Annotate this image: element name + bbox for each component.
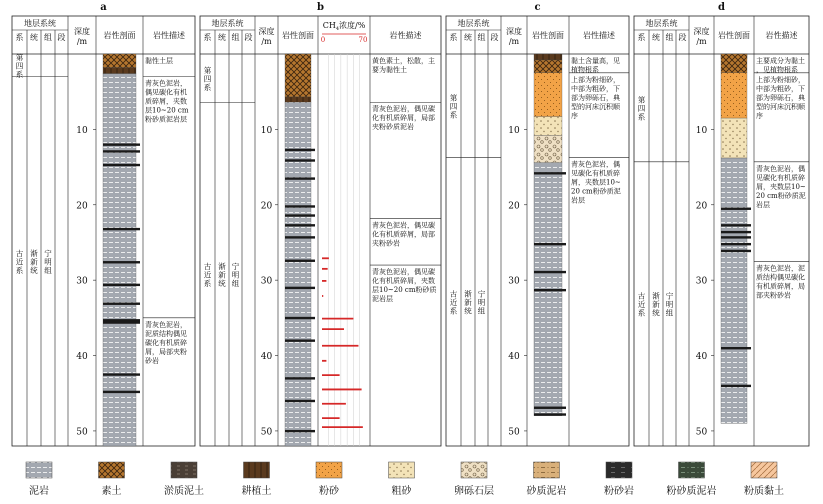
svg-text:岩层: 岩层 [756,200,770,209]
svg-text:系: 系 [203,278,212,288]
svg-text:宁: 宁 [231,261,240,271]
ch4-axis-min: 0 [320,36,326,44]
siltstone-interlayer [103,373,140,375]
siltstone-interlayer [285,224,315,226]
depth-label: 20 [260,201,273,212]
legend-item-3 [242,462,272,497]
lithology-description [571,56,620,74]
svg-text:层10~20 cm: 层10~20 cm [145,106,189,115]
svg-text:系: 系 [449,306,458,316]
siltstone-interlayer [534,407,566,409]
siltstone-interlayer [103,319,140,321]
svg-text:渐: 渐 [652,291,660,301]
strata-series [30,249,38,275]
header-system: 系 [449,33,458,42]
svg-text:组: 组 [231,278,240,288]
svg-text:古: 古 [203,261,212,271]
header-series: 统 [464,33,472,42]
header-description: 岩性描述 [583,31,615,40]
svg-text:质碎屑，夹数: 质碎屑，夹数 [145,97,187,106]
legend-label: 淤质泥土 [164,486,204,497]
header-system: 系 [203,33,212,42]
legend-item-8 [604,462,634,497]
header-depth: 深度 [258,27,275,36]
legend-item-1 [99,462,125,497]
svg-text:20 cm粉砂质泥: 20 cm粉砂质泥 [756,191,806,200]
svg-text:系: 系 [449,110,458,120]
header-section: 岩性剖面 [282,31,314,40]
lithology-layer [285,54,311,97]
svg-text:组: 组 [44,266,52,276]
lithology-description [372,104,435,131]
legend-label: 素土 [101,486,122,497]
svg-text:统: 统 [218,278,226,288]
header-strat-system: 地层系统 [645,19,678,28]
lithology-layer [534,54,562,60]
header-depth: 深度 [74,27,90,36]
header-depth-unit: /m [261,37,272,46]
depth-label: 30 [508,276,520,287]
strata-system [450,92,458,119]
svg-text:中部为粗砂，下: 中部为粗砂，下 [756,84,805,93]
siltstone-interlayer [103,164,140,166]
svg-text:明: 明 [665,300,674,310]
siltstone-interlayer [103,321,140,323]
header-system: 系 [15,33,24,42]
panel-label-b: b [317,2,324,13]
svg-text:古: 古 [15,249,24,259]
svg-text:四: 四 [203,74,212,84]
svg-text:四: 四 [15,61,24,71]
svg-text:宁: 宁 [665,291,674,301]
legend-swatch [679,462,705,478]
legend [26,462,784,497]
depth-label: 20 [508,201,520,212]
siltstone-interlayer [721,250,751,252]
legend-swatch [99,462,125,478]
depth-label: 50 [508,427,520,438]
header-description: 岩性描述 [389,31,422,40]
header-group: 组 [231,33,240,42]
svg-text:序: 序 [571,111,578,120]
header-section: 岩性剖面 [718,31,750,40]
svg-text:青灰色泥岩，偶: 青灰色泥岩，偶 [756,164,805,173]
lithology-description [756,75,806,120]
depth-label: 10 [76,125,88,136]
panel-label-c: c [534,2,541,13]
siltstone-interlayer [285,205,315,207]
svg-text:化有机质碎屑，局部: 化有机质碎屑，局部 [372,114,435,123]
header-series: 统 [30,33,38,42]
siltstone-interlayer [103,391,140,393]
depth-label: 50 [76,427,88,438]
svg-text:碳化有机质碎: 碳化有机质碎 [145,338,187,347]
svg-text:渐: 渐 [464,289,472,299]
svg-text:粉砂质泥岩层: 粉砂质泥岩层 [145,115,187,124]
siltstone-interlayer [534,172,566,174]
lithology-description [145,79,189,124]
svg-text:泥岩层: 泥岩层 [372,295,393,304]
depth-label: 10 [508,125,520,136]
svg-text:系: 系 [15,266,24,276]
legend-item-7 [527,462,567,497]
ch4-axis-max: 70 [358,36,368,44]
legend-item-5 [389,462,415,497]
siltstone-interlayer [721,243,751,245]
svg-text:明: 明 [477,297,486,307]
siltstone-interlayer [285,214,315,216]
svg-text:上部为粉细砂，: 上部为粉细砂， [756,75,805,84]
lithology-description [571,159,621,204]
header-depth-unit: /m [696,37,707,46]
svg-text:青灰色泥岩，泥: 青灰色泥岩，泥 [756,264,805,273]
svg-text:型的河床沉积顺: 型的河床沉积顺 [571,102,620,111]
svg-text:青灰色泥岩，偶: 青灰色泥岩，偶 [571,160,620,169]
siltstone-interlayer [285,400,315,402]
siltstone-interlayer [721,208,751,210]
svg-text:偶见碳化有机: 偶见碳化有机 [145,88,187,97]
depth-label: 20 [76,201,88,212]
svg-text:序: 序 [756,111,763,120]
depth-label: 30 [76,276,88,287]
svg-text:系: 系 [637,112,646,122]
header-section: 岩性剖面 [532,31,564,40]
svg-text:要为黏性土: 要为黏性土 [372,66,407,74]
lithology-description [372,220,435,247]
svg-text:青灰色泥岩，偶见碳: 青灰色泥岩，偶见碳 [372,105,435,114]
lithology-layer [721,118,747,158]
svg-text:黏性土层: 黏性土层 [145,57,173,65]
header-section: 岩性剖面 [103,31,136,40]
svg-text:部夹粉砂岩: 部夹粉砂岩 [756,291,791,300]
legend-label: 粉砂岩 [604,486,634,497]
siltstone-interlayer [103,228,140,230]
column-panel-a [12,2,195,446]
strata-group [44,248,52,275]
svg-text:型的河床沉积顺: 型的河床沉积顺 [756,102,805,111]
legend-item-4 [316,462,342,497]
siltstone-interlayer [534,289,566,291]
svg-text:夹粉砂岩: 夹粉砂岩 [372,239,400,248]
depth-label: 10 [695,125,708,136]
header-series: 统 [218,33,226,42]
svg-text:屑，夹数层10~: 屑，夹数层10~ [571,178,621,187]
siltstone-interlayer [285,149,315,151]
lithology-description [145,320,187,365]
svg-text:质结构偶见碳化: 质结构偶见碳化 [756,273,805,282]
svg-text:青灰色泥岩，偶见碳: 青灰色泥岩，偶见碳 [372,221,435,230]
legend-item-10 [744,462,784,497]
header-description: 岩性描述 [765,31,798,40]
svg-text:明: 明 [231,270,240,280]
strata-series [464,289,472,315]
panel-label-a: a [100,2,107,13]
siltstone-interlayer [103,284,140,286]
svg-text:植物根系: 植物根系 [571,66,599,74]
legend-item-0 [26,462,52,497]
siltstone-interlayer [285,317,315,319]
svg-text:上部为粉细砂，: 上部为粉细砂， [571,75,620,84]
svg-text:明: 明 [44,257,52,267]
header-member: 段 [57,33,66,42]
svg-text:统: 统 [464,306,472,316]
svg-text:中部为粗砂，下: 中部为粗砂，下 [571,84,620,93]
svg-text:系: 系 [15,70,24,80]
lithology-layer [285,97,311,102]
lithology-layer [103,68,136,74]
header-strat-system: 地层系统 [24,19,56,28]
svg-text:第: 第 [637,95,646,105]
legend-item-2 [164,462,204,497]
depth-label: 30 [695,276,708,287]
svg-text:化有机质碎屑，局部: 化有机质碎屑，局部 [372,230,435,239]
legend-label: 粉砂质泥岩 [666,486,717,497]
svg-text:统: 统 [30,266,38,276]
siltstone-interlayer [103,150,140,152]
lithology-layer [103,54,136,68]
strata-system [16,248,24,275]
svg-text:化有机质碎屑，夹数: 化有机质碎屑，夹数 [372,277,435,286]
legend-swatch [244,462,270,478]
siltstone-interlayer [285,430,315,432]
legend-swatch [461,462,487,478]
svg-text:泥质结构偶见: 泥质结构偶见 [145,329,187,338]
strata-system [204,65,212,92]
lithology-description [372,56,435,74]
header-depth: 深度 [693,27,710,36]
svg-text:见碳化有机质碎: 见碳化有机质碎 [756,173,805,182]
lithology-description [571,75,621,120]
legend-swatch [534,462,560,478]
column-panel-c [446,2,629,446]
siltstone-interlayer [534,271,566,273]
legend-label: 粗砂 [391,486,412,497]
svg-text:渐: 渐 [218,261,226,271]
siltstone-interlayer [721,224,751,226]
column-panel-b [200,2,441,446]
header-group: 组 [477,33,486,42]
siltstone-interlayer [721,347,751,349]
siltstone-interlayer [721,231,751,233]
svg-text:新: 新 [218,270,226,280]
lithology-layer [285,102,311,446]
header-system: 系 [637,33,646,42]
strata-series [218,262,226,288]
depth-label: 30 [260,276,273,287]
svg-text:四: 四 [449,101,458,111]
svg-text:第: 第 [203,65,212,75]
svg-text:近: 近 [637,300,646,310]
svg-text:古: 古 [637,291,646,301]
legend-item-9 [667,462,717,497]
svg-text:渐: 渐 [30,249,38,259]
svg-text:部为卵砾石，典: 部为卵砾石，典 [571,93,620,102]
legend-swatch [751,462,777,478]
strata-group [478,288,486,315]
header-member: 段 [244,33,253,42]
lithology-layer [534,73,562,117]
header-description: 岩性描述 [153,31,185,40]
siltstone-interlayer [721,385,751,387]
svg-text:四: 四 [637,104,646,114]
svg-text:砂岩: 砂岩 [145,356,159,365]
legend-label: 耕植土 [241,486,272,497]
siltstone-interlayer [285,177,315,179]
siltstone-interlayer [285,287,315,289]
legend-swatch [389,462,415,478]
legend-swatch [606,462,632,478]
strata-group [232,261,240,288]
svg-text:近: 近 [203,270,212,280]
siltstone-interlayer [103,261,140,263]
lithology-layer [534,135,562,162]
siltstone-interlayer [285,377,315,379]
lithology-layer [721,54,747,73]
legend-swatch [26,462,52,478]
lithology-description [756,56,805,75]
svg-text:部为卵砾石，典: 部为卵砾石，典 [756,93,805,102]
svg-text:20 cm粉砂质泥: 20 cm粉砂质泥 [571,187,621,196]
siltstone-interlayer [285,236,315,238]
legend-label: 卵砾石层 [454,486,494,497]
header-group: 组 [665,33,674,42]
svg-text:屑，局部夹粉: 屑，局部夹粉 [145,347,187,356]
header-depth-unit: /m [76,37,88,46]
svg-text:第: 第 [449,93,458,103]
depth-label: 40 [695,352,708,363]
svg-text:系: 系 [637,308,646,318]
svg-text:青灰色泥岩，: 青灰色泥岩， [145,79,187,88]
siltstone-interlayer [285,260,315,262]
strata-group [666,291,674,318]
svg-text:近: 近 [15,257,24,267]
svg-text:，见植物根系: ，见植物根系 [756,66,798,74]
svg-text:层10~20 cm粉砂质: 层10~20 cm粉砂质 [372,286,437,295]
legend-label: 砂质泥岩 [526,486,567,497]
siltstone-interlayer [534,413,566,415]
depth-label: 20 [695,201,708,212]
legend-label: 粉质黏土 [744,486,784,497]
svg-text:组: 组 [665,308,674,318]
lithology-description [756,263,805,299]
header-ch4: $CH_4$浓度/% [322,21,366,32]
svg-text:近: 近 [449,297,458,307]
svg-text:黄色素土，松散，主: 黄色素土，松散，主 [372,57,435,65]
lithology-layer [721,158,747,423]
svg-text:古: 古 [449,289,458,299]
siltstone-interlayer [534,243,566,245]
depth-label: 40 [508,352,520,363]
svg-text:宁: 宁 [44,249,52,259]
header-depth: 深度 [506,27,522,36]
lithology-description [372,267,436,303]
strata-system [638,95,646,122]
depth-label: 40 [76,352,88,363]
svg-text:第: 第 [15,53,24,63]
svg-text:组: 组 [477,306,486,316]
legend-swatch [171,462,197,478]
lithology-description [145,56,173,65]
strata-system [16,52,24,79]
lithology-layer [534,117,562,136]
svg-text:屑，夹数层10~: 屑，夹数层10~ [756,182,806,191]
strata-system [638,291,646,318]
svg-text:新: 新 [464,297,472,307]
lithology-layer [721,73,747,118]
siltstone-interlayer [103,143,140,145]
depth-label: 50 [260,427,273,438]
siltstone-interlayer [721,236,751,238]
svg-text:宁: 宁 [477,289,486,299]
lithology-description [756,164,806,209]
header-depth-unit: /m [508,37,520,46]
svg-text:新: 新 [30,257,38,267]
strata-system [450,288,458,315]
siltstone-interlayer [285,339,315,341]
svg-text:统: 统 [652,308,660,318]
svg-text:夹粉砂质泥岩: 夹粉砂质泥岩 [372,123,414,132]
siltstone-interlayer [285,159,315,161]
svg-text:岩层: 岩层 [571,196,585,205]
panel-label-d: d [718,2,725,13]
svg-text:黏土含量高，见: 黏土含量高，见 [571,57,620,65]
header-member: 段 [678,33,687,42]
legend-label: 泥岩 [29,486,49,497]
header-member: 段 [490,33,499,42]
legend-item-6 [454,462,494,497]
depth-label: 40 [260,352,273,363]
svg-text:青灰色泥岩，: 青灰色泥岩， [145,320,187,329]
depth-label: 10 [260,125,273,136]
svg-text:系: 系 [203,82,212,92]
legend-label: 粉砂 [319,486,339,497]
header-strat-system: 地层系统 [457,19,490,28]
siltstone-interlayer [103,303,140,305]
column-panel-d [634,2,809,446]
legend-swatch [316,462,342,478]
strata-system [204,261,212,288]
header-group: 组 [44,33,52,42]
depth-label: 50 [695,427,708,438]
svg-text:主要成分为黏土: 主要成分为黏土 [756,57,805,65]
header-series: 统 [652,33,660,42]
svg-text:见碳化有机质碎: 见碳化有机质碎 [571,169,620,178]
lithology-layer [103,74,136,446]
svg-text:有机质碎屑，局: 有机质碎屑，局 [756,282,805,291]
svg-text:新: 新 [652,300,660,310]
header-strat-system: 地层系统 [211,19,244,28]
strata-series [652,292,660,318]
svg-text:青灰色泥岩，偶见碳: 青灰色泥岩，偶见碳 [372,268,435,277]
lithology-layer [534,60,562,73]
